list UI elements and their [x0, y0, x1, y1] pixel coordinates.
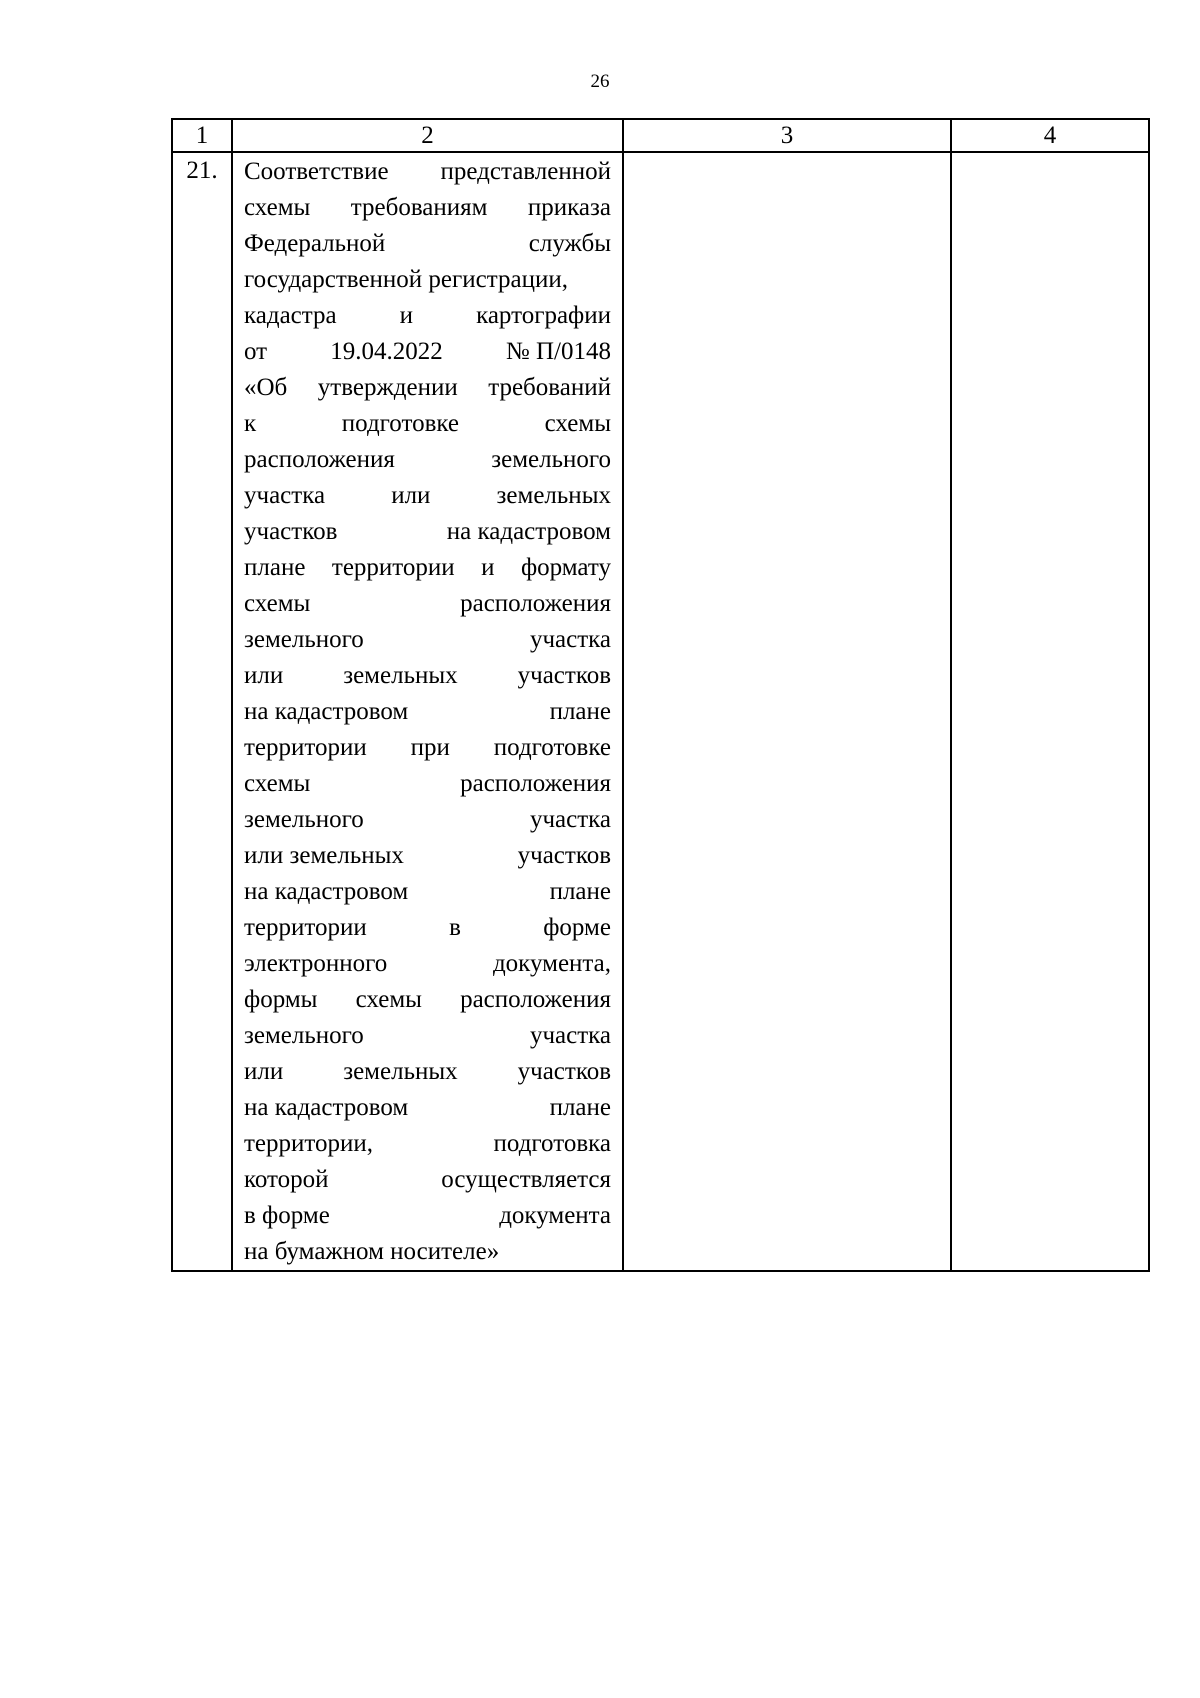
text-line — [244, 1126, 611, 1162]
text-fragment: от — [244, 338, 268, 365]
column-header-1: 1 — [172, 119, 232, 152]
text-line — [244, 802, 611, 838]
text-fragment: участка — [529, 626, 611, 653]
text-fragment: формату — [520, 554, 611, 581]
text-line — [244, 694, 611, 730]
text-line — [244, 1234, 611, 1270]
text-fragment: расположения — [460, 986, 611, 1013]
page-number: 26 — [590, 71, 610, 92]
text-fragment: земельных — [496, 482, 611, 509]
text-fragment: электронного — [244, 950, 388, 977]
text-fragment: которой — [244, 1166, 329, 1193]
text-fragment: или земельных — [244, 842, 404, 869]
column-header-3: 3 — [623, 119, 951, 152]
text-line — [244, 658, 611, 694]
text-line — [244, 982, 611, 1018]
text-fragment: расположения — [460, 590, 611, 617]
text-fragment: подготовка — [493, 1130, 611, 1157]
text-fragment: участков — [517, 1058, 611, 1085]
text-fragment: и — [399, 302, 414, 329]
text-fragment: к — [244, 410, 257, 437]
row-number-cell: 21. — [172, 152, 232, 1271]
text-fragment: участка — [529, 1022, 611, 1049]
text-fragment: на кадастровом — [244, 1094, 409, 1121]
text-fragment: или — [244, 1058, 284, 1085]
text-fragment: схемы — [244, 194, 311, 221]
text-fragment: схемы — [244, 770, 311, 797]
text-line — [244, 766, 611, 802]
text-fragment: подготовке — [341, 410, 459, 437]
text-fragment: плане — [549, 698, 611, 725]
text-fragment: на кадастровом — [446, 518, 611, 545]
column-3-cell — [623, 152, 951, 1271]
text-fragment: или — [244, 662, 284, 689]
text-fragment: территории — [331, 554, 455, 581]
text-line — [244, 586, 611, 622]
text-fragment: земельных — [343, 662, 458, 689]
text-fragment: плане — [549, 878, 611, 905]
text-line — [244, 622, 611, 658]
text-fragment: участка — [529, 806, 611, 833]
text-fragment: Соответствие — [244, 158, 389, 185]
text-line — [244, 910, 611, 946]
text-line — [244, 946, 611, 982]
text-fragment: требований — [488, 374, 611, 401]
text-fragment: земельных — [343, 1058, 458, 1085]
text-fragment: формы — [244, 986, 318, 1013]
text-fragment: расположения — [244, 446, 395, 473]
text-fragment: при — [410, 734, 450, 761]
text-fragment: плане — [549, 1094, 611, 1121]
text-fragment: участков — [517, 662, 611, 689]
text-fragment: в — [449, 914, 461, 941]
text-fragment: подготовке — [493, 734, 611, 761]
text-line — [244, 1054, 611, 1090]
text-fragment: земельного — [244, 1022, 364, 1049]
text-fragment: «Об — [244, 374, 288, 401]
text-fragment: государственной регистрации, — [244, 266, 568, 293]
text-fragment: участков — [244, 518, 338, 545]
text-fragment: участков — [517, 842, 611, 869]
text-fragment: земельного — [491, 446, 611, 473]
text-fragment: картографии — [476, 302, 611, 329]
text-fragment: участка — [244, 482, 326, 509]
text-fragment: на бумажном носителе» — [244, 1238, 500, 1265]
text-fragment: или — [391, 482, 431, 509]
text-fragment: земельного — [244, 626, 364, 653]
text-fragment: и — [481, 554, 495, 581]
text-fragment: приказа — [527, 194, 611, 221]
text-line — [244, 442, 611, 478]
text-fragment: территории — [244, 914, 367, 941]
text-fragment: документа, — [492, 950, 611, 977]
text-fragment: документа — [499, 1202, 611, 1229]
table-row — [172, 152, 1149, 1271]
text-line — [244, 334, 611, 370]
text-fragment: расположения — [460, 770, 611, 797]
text-line — [244, 370, 611, 406]
text-fragment: земельного — [244, 806, 364, 833]
requirement-text-cell — [232, 152, 623, 1271]
text-line — [244, 514, 611, 550]
document-table — [171, 118, 1150, 1272]
column-header-2: 2 — [232, 119, 623, 152]
text-line — [244, 154, 611, 190]
text-fragment: Федеральной — [244, 230, 386, 257]
text-fragment: схемы — [355, 986, 422, 1013]
text-line — [244, 550, 611, 586]
text-fragment: на кадастровом — [244, 698, 409, 725]
text-fragment: территории — [244, 734, 367, 761]
text-line — [244, 874, 611, 910]
text-fragment: схемы — [544, 410, 611, 437]
text-line — [244, 1162, 611, 1198]
column-4-cell — [951, 152, 1149, 1271]
text-fragment: № П/0148 — [505, 338, 611, 365]
text-fragment: плане — [244, 554, 306, 581]
text-line — [244, 1018, 611, 1054]
text-fragment: осуществляется — [441, 1166, 611, 1193]
column-header-4: 4 — [951, 119, 1149, 152]
text-fragment: службы — [528, 230, 611, 257]
text-fragment: представленной — [440, 158, 611, 185]
text-fragment: форме — [543, 914, 611, 941]
text-fragment: утверждении — [317, 374, 458, 401]
text-line — [244, 190, 611, 226]
text-fragment: требованиям — [350, 194, 488, 221]
text-fragment: 19.04.2022 — [330, 338, 443, 365]
text-line — [244, 1198, 611, 1234]
text-line — [244, 262, 611, 298]
text-fragment: кадастра — [244, 302, 337, 329]
text-fragment: на кадастровом — [244, 878, 409, 905]
text-fragment: территории, — [244, 1130, 374, 1157]
text-line — [244, 478, 611, 514]
text-fragment: в форме — [244, 1202, 330, 1229]
text-line — [244, 298, 611, 334]
text-line — [244, 226, 611, 262]
text-line — [244, 838, 611, 874]
text-line — [244, 406, 611, 442]
text-fragment: схемы — [244, 590, 311, 617]
text-line — [244, 1090, 611, 1126]
text-line — [244, 730, 611, 766]
table-header-row — [172, 119, 1149, 152]
